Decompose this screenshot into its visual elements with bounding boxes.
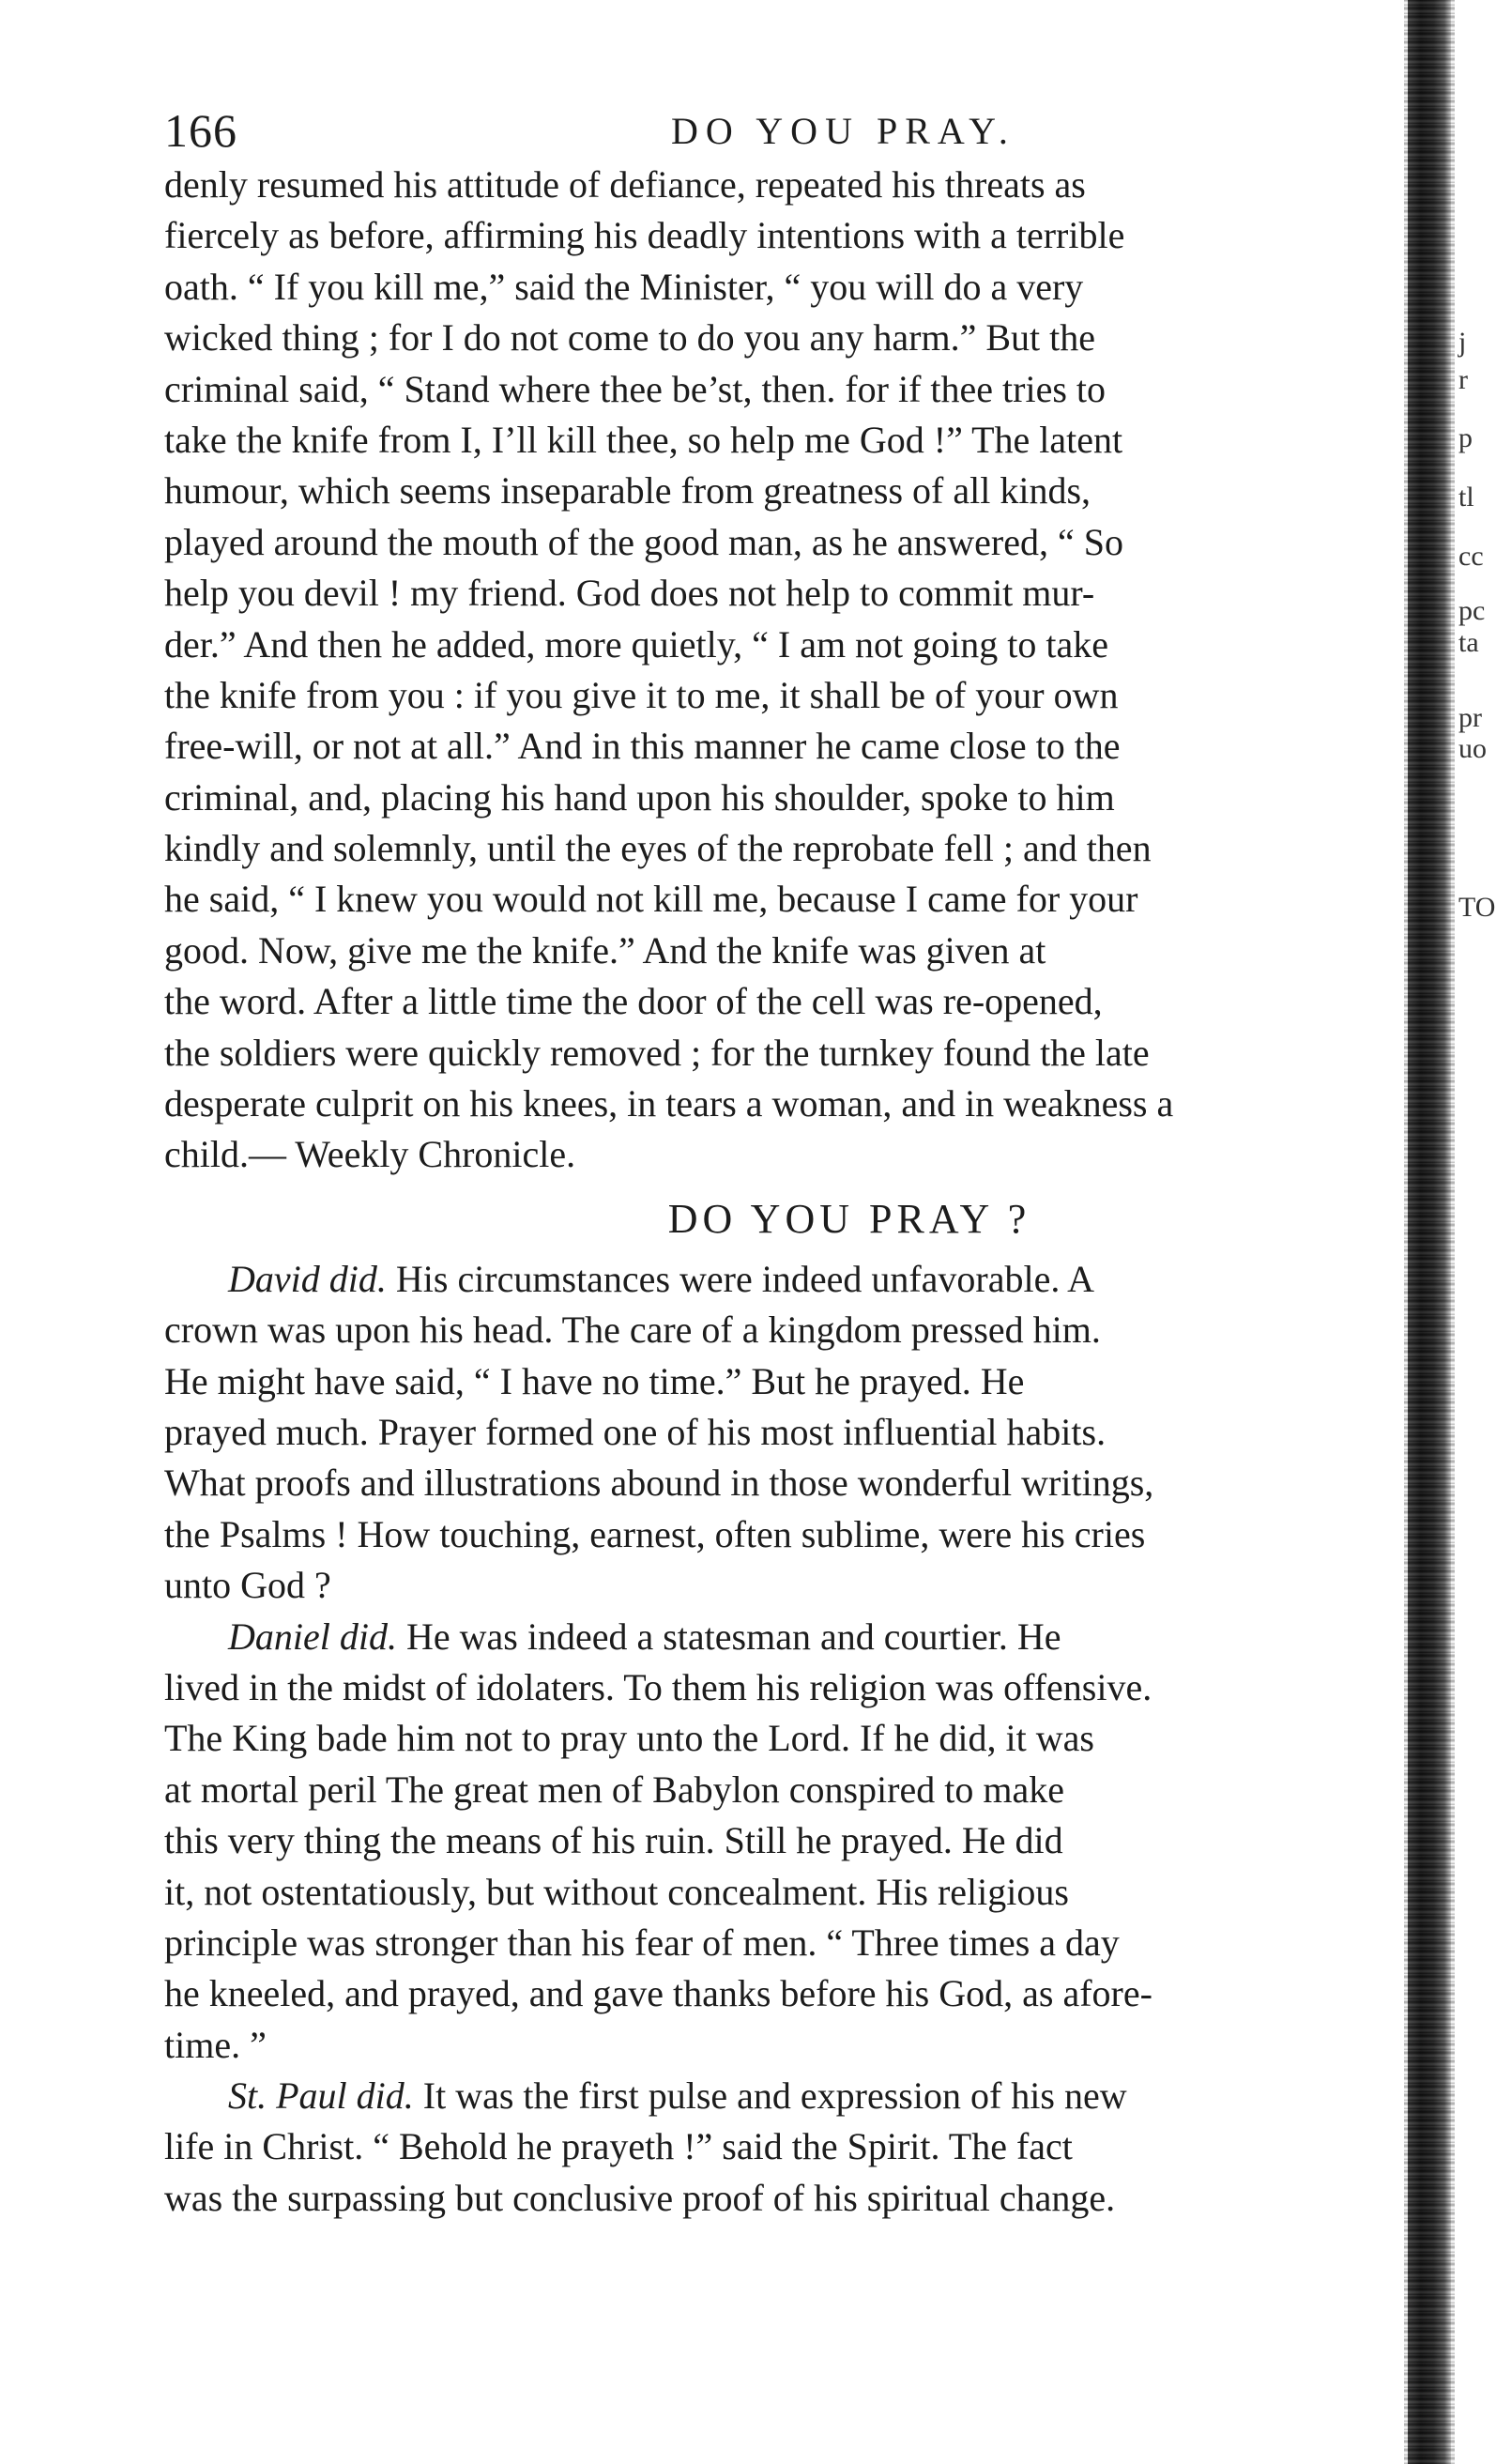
text-line xyxy=(164,1612,1412,1662)
text-line: played around the mouth of the good man, as he answered, “ So xyxy=(164,520,1123,563)
page-number: 166 xyxy=(164,104,237,157)
text-line: wicked thing ; for I do not come to do you any harm.” But the xyxy=(164,316,1096,360)
text-line: the knife from you : if you give it to me, it shall be of your own xyxy=(164,673,1119,716)
margin-fragment: tl xyxy=(1458,482,1474,513)
margin-fragment: p xyxy=(1458,422,1473,453)
lead-in: St. Paul did. xyxy=(228,2074,414,2118)
paragraph-weekly-chronicle-story xyxy=(164,160,1412,1181)
margin-fragment: j xyxy=(1458,327,1467,358)
text-line: oath. “ If you kill me,” said the Minister, “ you will do a very xyxy=(164,265,1084,308)
text-line: life in Christ. “ Behold he prayeth !” said the Spirit. The fact xyxy=(164,2125,1073,2168)
text-line: help you devil ! my friend. God does not help to commit mur- xyxy=(164,572,1095,615)
text-line: child.— Weekly Chronicle. xyxy=(164,1133,576,1176)
text-line: was the surpassing but conclusive proof of his spiritual change. xyxy=(164,2176,1116,2219)
text-line: unto God ? xyxy=(164,1564,331,1607)
text-line: free-will, or not at all.” And in this manner he came close to the xyxy=(164,725,1121,768)
paragraph-david xyxy=(164,1254,1412,1612)
text-line: the word. After a little time the door of the cell was re-opened, xyxy=(164,980,1103,1023)
text-line: principle was stronger than his fear of men. “ Three times a day xyxy=(164,1921,1120,1964)
text-line: at mortal peril The great men of Babylon conspired to make xyxy=(164,1768,1064,1811)
margin-fragment: cc xyxy=(1458,541,1484,572)
text-line: take the knife from I, I’ll kill thee, so help me God !” The latent xyxy=(164,418,1123,461)
lead-in: David did. xyxy=(228,1257,387,1300)
text-line xyxy=(164,1254,1412,1305)
text-line: kindly and solemnly, until the eyes of the reprobate fell ; and then xyxy=(164,827,1152,870)
text-line: denly resumed his attitude of defiance, repeated his threats as xyxy=(164,163,1086,206)
margin-fragment: pr xyxy=(1458,702,1482,733)
section-heading: DO YOU PRAY ? xyxy=(667,1195,1031,1242)
line-text: His circumstances were indeed unfavorable. A xyxy=(386,1257,1095,1300)
text-line: criminal, and, placing his hand upon his shoulder, spoke to him xyxy=(164,775,1115,819)
margin-fragment: pc xyxy=(1458,595,1486,626)
text-line xyxy=(164,2071,1412,2121)
text-line: der.” And then he added, more quietly, “ I am not going to take xyxy=(164,622,1109,666)
text-line: time. ” xyxy=(164,2023,267,2066)
text-line: it, not ostentatiously, but without concealment. His religious xyxy=(164,1870,1069,1913)
margin-fragment: r xyxy=(1458,364,1468,395)
text-line: the Psalms ! How touching, earnest, often sublime, were his cries xyxy=(164,1512,1146,1555)
margin-fragment: TO xyxy=(1458,892,1496,923)
text-line: he said, “ I knew you would not kill me, because I came for your xyxy=(164,878,1138,921)
margin-fragment: ta xyxy=(1458,627,1479,658)
text-line: humour, which seems inseparable from greatness of all kinds, xyxy=(164,469,1091,513)
text-line: What proofs and illustrations abound in those wonderful writings, xyxy=(164,1462,1154,1505)
text-line: the soldiers were quickly removed ; for the turnkey found the late xyxy=(164,1031,1150,1074)
facing-page-fragments xyxy=(1453,0,1496,2464)
text-line: fiercely as before, affirming his deadly intentions with a terrible xyxy=(164,214,1125,257)
text-line: The King bade him not to pray unto the Lord. If he did, it was xyxy=(164,1717,1094,1760)
paragraph-st-paul xyxy=(164,2071,1412,2224)
text-line: desperate culprit on his knees, in tears a woman, and in weakness a xyxy=(164,1082,1174,1125)
running-title: DO YOU PRAY. xyxy=(671,110,1015,152)
text-line: He might have said, “ I have no time.” But he prayed. He xyxy=(164,1359,1025,1402)
line-text: He was indeed a statesman and courtier. He xyxy=(396,1615,1061,1658)
running-head xyxy=(164,103,1412,160)
text-line: prayed much. Prayer formed one of his most influential habits. xyxy=(164,1410,1107,1453)
text-line: lived in the midst of idolaters. To them his religion was offensive. xyxy=(164,1665,1153,1708)
lead-in: Daniel did. xyxy=(228,1615,397,1658)
margin-fragment: uo xyxy=(1458,733,1487,764)
text-line: crown was upon his head. The care of a kingdom pressed him. xyxy=(164,1309,1101,1352)
line-text: It was the first pulse and expression of his new xyxy=(413,2074,1127,2118)
text-line: good. Now, give me the knife.” And the knife was given at xyxy=(164,928,1046,972)
text-line: this very thing the means of his ruin. Still he prayed. He did xyxy=(164,1819,1063,1862)
paragraph-daniel xyxy=(164,1612,1412,2072)
text-line: he kneeled, and prayed, and gave thanks before his God, as afore- xyxy=(164,1972,1153,2015)
page-body xyxy=(164,103,1412,2224)
text-line: criminal said, “ Stand where thee be’st, then. for if thee tries to xyxy=(164,367,1107,410)
